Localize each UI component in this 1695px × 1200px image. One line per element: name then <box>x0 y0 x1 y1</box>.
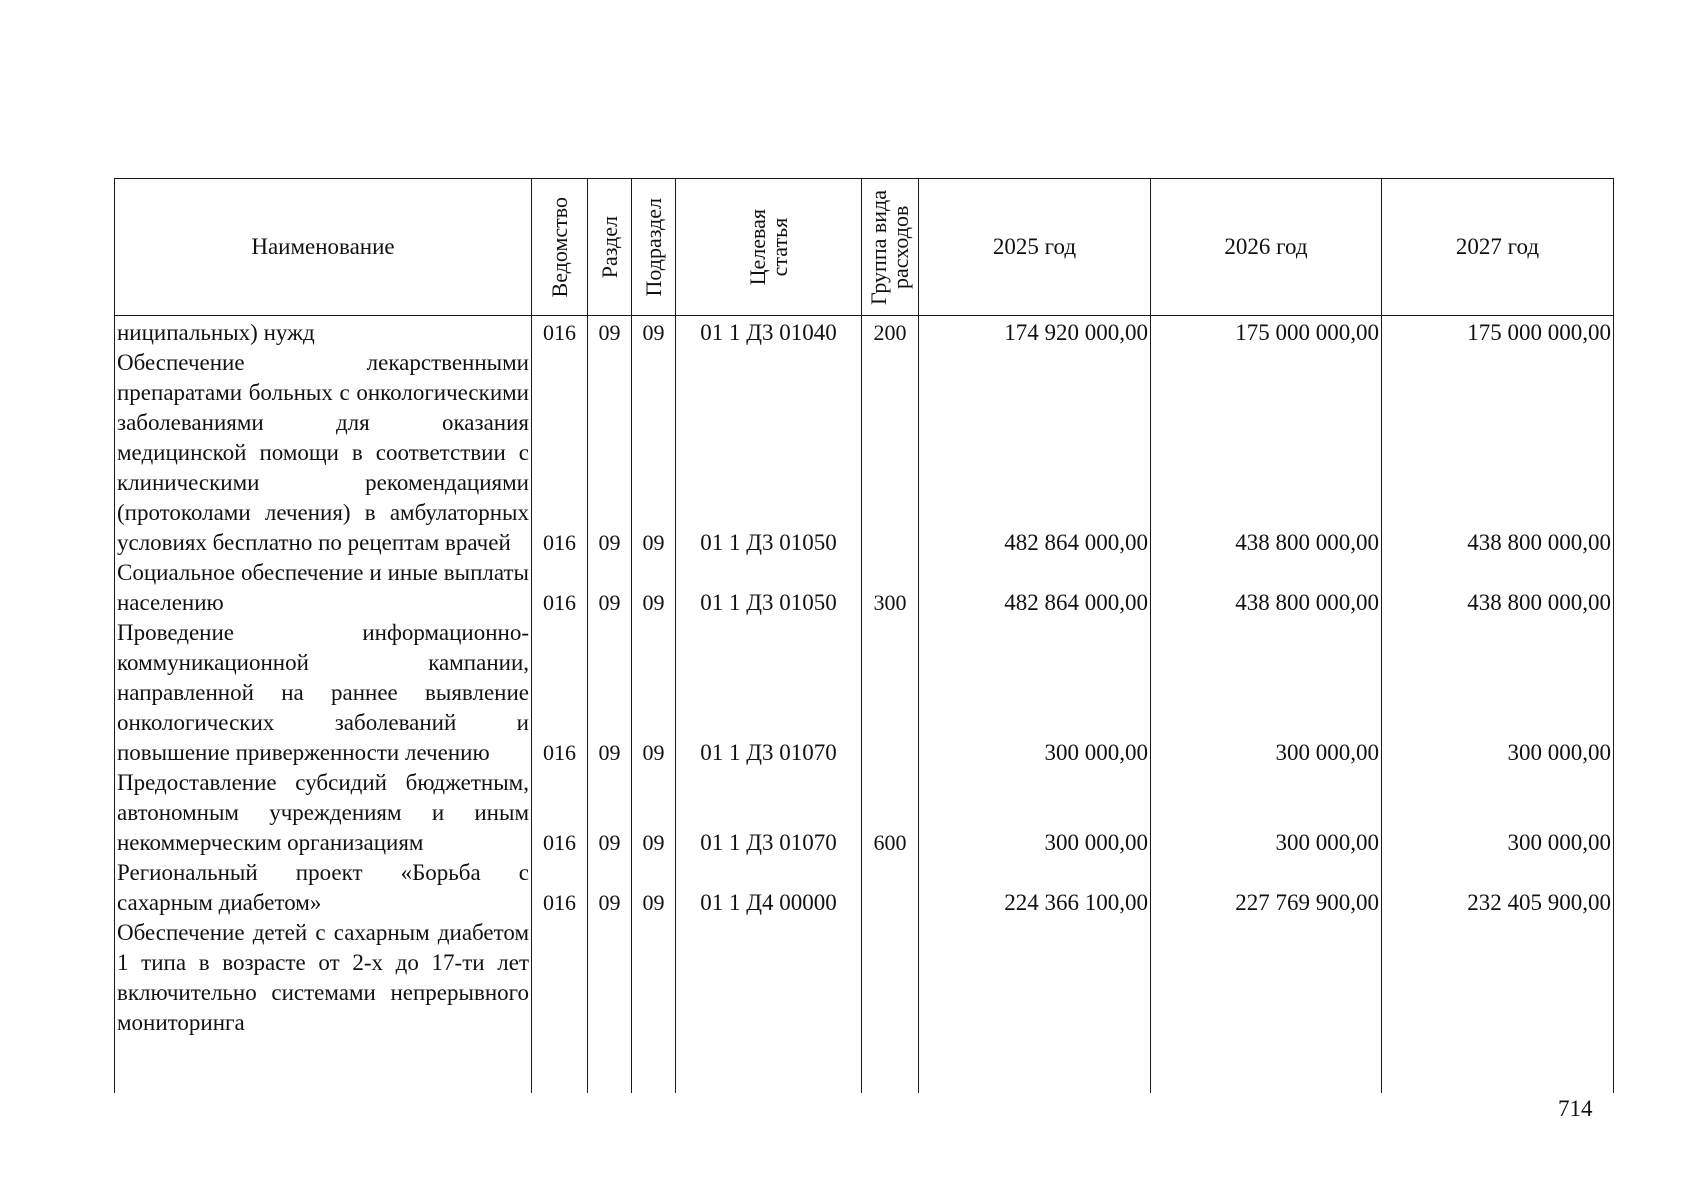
header-vedomstvo: Ведомство <box>532 179 588 316</box>
row-expense-group <box>862 918 919 1093</box>
header-year-2026: 2026 год <box>1151 179 1382 316</box>
row-podrazdel: 09 <box>632 558 676 618</box>
header-expense-group: Группа вида расходов <box>862 179 919 316</box>
row-vedomstvo: 016 <box>532 348 588 558</box>
row-razdel: 09 <box>588 618 632 768</box>
row-2027 <box>1382 918 1614 1093</box>
row-expense-group <box>862 348 919 558</box>
row-name: Социальное обеспечение и иные выплаты населению <box>115 558 532 618</box>
row-vedomstvo: 016 <box>532 618 588 768</box>
row-article: 01 1 Д3 01040 <box>676 316 862 349</box>
row-2026: 227 769 900,00 <box>1151 858 1382 918</box>
row-2025: 174 920 000,00 <box>919 316 1151 349</box>
row-vedomstvo: 016 <box>532 858 588 918</box>
row-vedomstvo: 016 <box>532 316 588 349</box>
table-row <box>115 858 1614 918</box>
row-2025: 300 000,00 <box>919 768 1151 858</box>
row-name: Обеспечение детей с сахарным диабетом 1 типа в возрасте от 2-х до 17-ти лет включительно системами непрерывного мониторинга <box>115 918 532 1093</box>
page-number: 714 <box>1558 1096 1593 1121</box>
row-2025: 300 000,00 <box>919 618 1151 768</box>
table-row <box>115 558 1614 618</box>
row-2027: 300 000,00 <box>1382 618 1614 768</box>
row-expense-group: 200 <box>862 316 919 349</box>
row-expense-group: 300 <box>862 558 919 618</box>
row-2025: 482 864 000,00 <box>919 348 1151 558</box>
row-vedomstvo: 016 <box>532 768 588 858</box>
table-row <box>115 918 1614 1093</box>
table-row <box>115 768 1614 858</box>
row-article: 01 1 Д3 01050 <box>676 348 862 558</box>
header-article: Целевая статья <box>676 179 862 316</box>
header-name: Наименование <box>115 179 532 316</box>
row-vedomstvo <box>532 918 588 1093</box>
row-2027: 438 800 000,00 <box>1382 348 1614 558</box>
row-podrazdel: 09 <box>632 768 676 858</box>
row-2027: 232 405 900,00 <box>1382 858 1614 918</box>
row-2026: 175 000 000,00 <box>1151 316 1382 349</box>
row-podrazdel: 09 <box>632 618 676 768</box>
row-2025: 482 864 000,00 <box>919 558 1151 618</box>
row-article: 01 1 Д3 01070 <box>676 618 862 768</box>
row-razdel: 09 <box>588 768 632 858</box>
row-podrazdel: 09 <box>632 348 676 558</box>
header-podrazdel: Подраздел <box>632 179 676 316</box>
row-2027: 175 000 000,00 <box>1382 316 1614 349</box>
budget-table <box>114 178 1614 1093</box>
header-razdel: Раздел <box>588 179 632 316</box>
table-body <box>115 316 1614 1094</box>
row-vedomstvo: 016 <box>532 558 588 618</box>
row-2026: 438 800 000,00 <box>1151 558 1382 618</box>
row-razdel: 09 <box>588 858 632 918</box>
row-name: ниципальных) нужд <box>115 316 532 349</box>
row-article: 01 1 Д3 01050 <box>676 558 862 618</box>
row-2026: 300 000,00 <box>1151 618 1382 768</box>
row-podrazdel: 09 <box>632 858 676 918</box>
row-2026: 300 000,00 <box>1151 768 1382 858</box>
header-year-2025: 2025 год <box>919 179 1151 316</box>
row-2027: 438 800 000,00 <box>1382 558 1614 618</box>
row-razdel: 09 <box>588 348 632 558</box>
row-podrazdel <box>632 918 676 1093</box>
row-article: 01 1 Д3 01070 <box>676 768 862 858</box>
row-expense-group <box>862 618 919 768</box>
table-row <box>115 618 1614 768</box>
table-row <box>115 316 1614 349</box>
row-2025: 224 366 100,00 <box>919 858 1151 918</box>
header-year-2027: 2027 год <box>1382 179 1614 316</box>
table-row <box>115 348 1614 558</box>
row-expense-group: 600 <box>862 768 919 858</box>
row-name: Проведение информационно-коммуникационной кампании, направленной на раннее выявление онкологических заболеваний и повышение приверженности лечению <box>115 618 532 768</box>
row-razdel: 09 <box>588 558 632 618</box>
row-2026 <box>1151 918 1382 1093</box>
row-name: Региональный проект «Борьба с сахарным диабетом» <box>115 858 532 918</box>
row-article <box>676 918 862 1093</box>
row-name: Предоставление субсидий бюджетным, автономным учреждениям и иным некоммерческим организациям <box>115 768 532 858</box>
row-2026: 438 800 000,00 <box>1151 348 1382 558</box>
row-razdel: 09 <box>588 316 632 349</box>
table-header <box>115 179 1614 316</box>
row-2025 <box>919 918 1151 1093</box>
row-expense-group <box>862 858 919 918</box>
row-razdel <box>588 918 632 1093</box>
row-name: Обеспечение лекарственными препаратами больных с онкологическими заболеваниями для оказания медицинской помощи в соответствии с клиническими рекомендациями (протоколами лечения) в амбулаторных условиях бесплатно по рецептам врачей <box>115 348 532 558</box>
row-2027: 300 000,00 <box>1382 768 1614 858</box>
row-podrazdel: 09 <box>632 316 676 349</box>
row-article: 01 1 Д4 00000 <box>676 858 862 918</box>
